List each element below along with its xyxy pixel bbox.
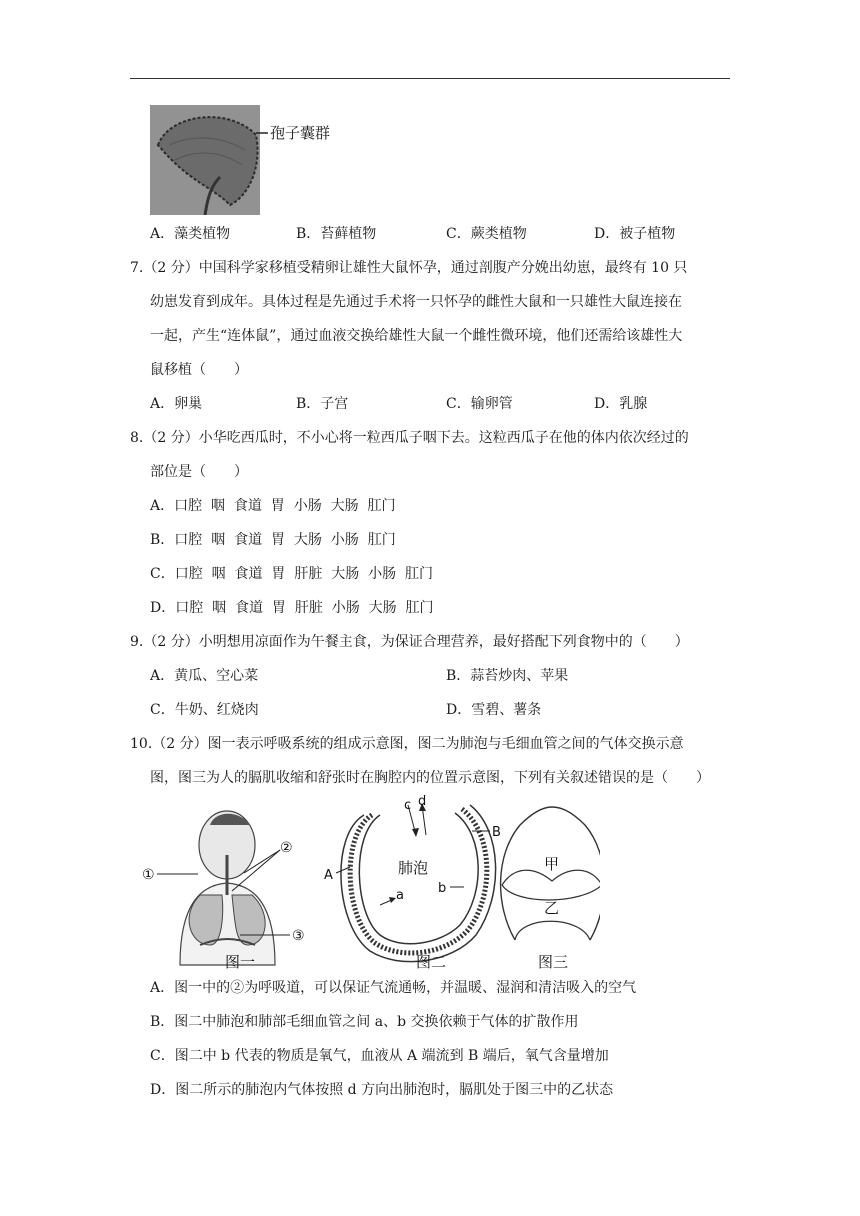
- fig2-label-c: c: [404, 798, 412, 813]
- q7-stem-line-3: 一起，产生“连体鼠”，通过血液交换给雄性大鼠一个雌性微环境，他们还需给该雄性大: [150, 328, 683, 344]
- fern-figure: [150, 105, 370, 215]
- fig2-caption: 图二: [416, 953, 447, 971]
- q8-option-d: D．口腔 咽 食道 胃 肝脏 小肠 大肠 肛门: [150, 600, 434, 616]
- fig2-label-A: A: [324, 868, 333, 883]
- spore-cluster-label: 孢子囊群: [270, 124, 331, 142]
- fig1-caption: 图一: [225, 953, 256, 971]
- q8-stem-line-2: 部位是（ ）: [150, 464, 248, 480]
- q10-option-a: A．图一中的②为呼吸道，可以保证气流通畅，并温暖、湿润和清洁吸入的空气: [150, 980, 637, 996]
- fig2-label-a: a: [396, 888, 404, 903]
- q6-option-b: B．苔藓植物: [296, 226, 377, 242]
- q8-option-c: C．口腔 咽 食道 胃 肝脏 大肠 小肠 肛门: [150, 566, 434, 582]
- q7-stem-line-4: 鼠移植（ ）: [150, 362, 248, 378]
- fig2-label-alveolus: 肺泡: [398, 859, 429, 877]
- q8-stem-line-1: 8.（2 分）小华吃西瓜时，不小心将一粒西瓜子咽下去。这粒西瓜子在他的体内依次经过的: [130, 430, 689, 446]
- q7-stem-line-2: 幼崽发育到成年。具体过程是先通过手术将一只怀孕的雌性大鼠和一只雄性大鼠连接在: [150, 294, 682, 310]
- q7-option-b: B．子宫: [296, 396, 349, 412]
- fig2-label-d: d: [418, 795, 427, 809]
- fern-leaf-image: [150, 105, 370, 215]
- fig3-label-jia: 甲: [544, 855, 560, 873]
- q10-stem-line-1: 10.（2 分）图一表示呼吸系统的组成示意图，图二为肺泡与毛细血管之间的气体交换示意: [130, 736, 684, 752]
- fig3-caption: 图三: [538, 953, 569, 971]
- q10-stem-line-2: 图，图三为人的膈肌收缩和舒张时在胸腔内的位置示意图，下列有关叙述错误的是（ ）: [150, 770, 710, 786]
- q8-option-b: B．口腔 咽 食道 胃 大肠 小肠 肛门: [150, 532, 396, 548]
- figure-2-alveolus: [324, 795, 501, 971]
- fig1-label-3: ③: [292, 928, 305, 944]
- q7-option-c: C．输卵管: [446, 396, 513, 412]
- fig3-label-yi: 乙: [544, 899, 560, 917]
- figure-1-respiratory-system: [142, 811, 305, 971]
- q9-option-a: A．黄瓜、空心菜: [150, 668, 259, 684]
- q6-option-c: C．蕨类植物: [446, 226, 527, 242]
- q7-option-d: D．乳腺: [594, 396, 648, 412]
- q9-stem: 9.（2 分）小明想用凉面作为午餐主食，为保证合理营养，最好搭配下列食物中的（ ）: [130, 634, 689, 650]
- q8-option-a: A．口腔 咽 食道 胃 小肠 大肠 肛门: [150, 498, 396, 514]
- q10-option-d: D．图二所示的肺泡内气体按照 d 方向出肺泡时，膈肌处于图三中的乙状态: [150, 1082, 614, 1098]
- q10-option-b: B．图二中肺泡和肺部毛细血管之间 a、b 交换依赖于气体的扩散作用: [150, 1014, 579, 1030]
- figure-3-diaphragm: [501, 807, 600, 971]
- q10-option-c: C．图二中 b 代表的物质是氧气，血液从 A 端流到 B 端后，氧气含量增加: [150, 1048, 609, 1064]
- fig1-label-1: ①: [142, 867, 155, 883]
- fig1-label-2: ②: [280, 840, 293, 856]
- q9-option-c: C．牛奶、红烧肉: [150, 702, 259, 718]
- fig2-label-B: B: [492, 825, 501, 840]
- q9-option-d: D．雪碧、薯条: [446, 702, 542, 718]
- header-rule: [130, 78, 730, 79]
- q10-figures: [140, 795, 600, 975]
- fig2-label-b: b: [438, 881, 447, 896]
- q6-option-a: A．藻类植物: [150, 226, 231, 242]
- q9-option-b: B．蒜苔炒肉、苹果: [446, 668, 569, 684]
- q6-option-d: D．被子植物: [594, 226, 676, 242]
- q7-option-a: A．卵巢: [150, 396, 203, 412]
- q7-stem-line-1: 7.（2 分）中国科学家移植受精卵让雄性大鼠怀孕，通过剖腹产分娩出幼崽，最终有 10 只: [130, 260, 688, 276]
